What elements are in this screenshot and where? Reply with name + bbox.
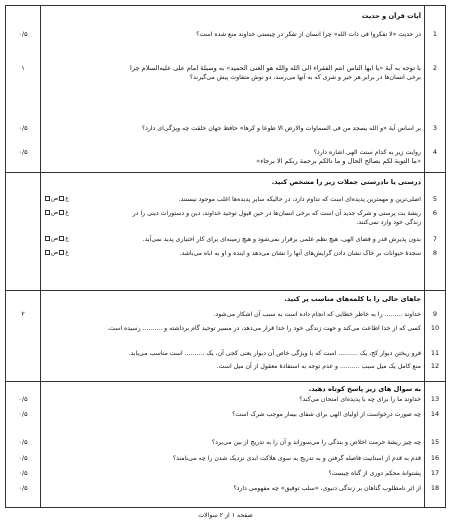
true-label: ص [51,249,59,256]
false-label: غ [65,209,69,216]
question-number: 3 [432,124,438,132]
question-line: منع کامل یک میل سبب .......... و عدم توجه به استفادهٔ معقول از آن میل است. [216,363,421,370]
section-divider [6,172,445,173]
question-score: ۲ [21,310,25,318]
question-text [44,30,421,39]
question-text [76,195,421,204]
section-title: به سوال های زیر پاسخ کوتاه دهید. [308,385,421,393]
true-checkbox[interactable] [59,210,64,215]
question-text [44,438,421,447]
section-divider [6,290,445,291]
true-false-choice[interactable] [44,249,69,256]
question-number: 4 [432,148,438,156]
question-line: چه چیز ریشهٔ حرمت اخلاص و بندگی را می‌سوزاند و آن را به تدریج از بین می‌برد؟ [211,439,421,446]
question-number: 10 [430,324,440,332]
question-text [44,124,421,133]
true-label: ص [51,235,59,242]
question-line: روایت زیر به کدام سنت الهی اشاره دارد؟ [313,149,421,156]
question-number: 17 [430,469,440,477]
question-line: کسی که از خدا اطاعت می‌کند و جهت زندگی خود را خدا قرار می‌دهد، در مسیر توحید گام برداشته و .......... رسیده است. [107,325,421,332]
question-number: 14 [430,410,440,418]
question-line: چه صورت درخواست از اولیای الهی برای شفای بیمار موجب شرک است؟ [232,411,421,418]
true-checkbox[interactable] [59,250,64,255]
question-score: ۰/۵ [18,410,28,418]
question-score: ۰/۵ [18,469,28,477]
section-title: درستی یا نادرستی جملات زیر را مشخص کنید. [271,178,421,186]
question-line: خداوند ......... را به خاطر خطایی که انجام داده است به سبب آن اشکار می‌شود. [213,311,421,318]
score-column-divider [40,6,41,507]
question-score: ۰/۵ [18,438,28,446]
question-number: 1 [432,30,438,38]
question-score: ۰/۵ [18,124,28,132]
question-text [44,454,421,463]
question-number: 16 [430,454,440,462]
question-text [76,209,421,227]
question-text [44,64,421,82]
question-number: 7 [432,235,438,243]
question-number: 9 [432,310,438,318]
question-line: اصلی‌ترین و مهمترین پدیده‌ای است که تداوم دارد، در حالیکه سایر پدیده‌ها اغلب موجود نیستند. [178,196,421,203]
question-text [44,310,421,319]
question-text [76,235,421,244]
question-number: 6 [432,209,438,217]
question-text [44,484,421,493]
false-label: غ [65,249,69,256]
false-checkbox[interactable] [45,210,50,215]
false-checkbox[interactable] [45,250,50,255]
question-number: 2 [432,64,438,72]
true-checkbox[interactable] [59,236,64,241]
question-line: بر اساس آیهٔ «و الله یسجد من فی السماوات والارض الا طوعا و کرها» حافظ جهان خلقت چه ویژگی‌ای دارد؟ [141,125,421,132]
question-line: از اثر نامطلوب گناهان بر زندگی دنیوی، «سلب توفیق» چه مفهومی دارد؟ [233,485,421,492]
true-false-choice[interactable] [44,195,69,202]
section-title: آیات قرآن و حدیث [361,12,421,20]
question-text [44,324,421,333]
question-text [44,349,421,358]
question-score: ۰/۵ [18,30,28,38]
true-false-choice[interactable] [44,209,69,216]
question-score: ۰/۵ [18,484,28,492]
true-false-choice[interactable] [44,235,69,242]
question-line: ریشهٔ بت پرستی و شرک جدید آن است که برخی انسان‌ها در حین قبول توحید خداوند، دین و دستورات دینی را در [132,210,421,217]
question-line: برخی انسان‌ها در برابر هر خیر و شری که به آنها می‌رسد، دو نوش متفاوت پیش می‌گیرند؟ [189,74,421,81]
section-divider [6,381,445,382]
question-line: پشتوانهٔ محکم دوری از گناه چیست؟ [328,470,421,477]
question-line: در حدیث «لا تفکروا فی ذات الله» چرا انسان از تفکر در چیستی خداوند منع شده است؟ [196,31,421,38]
true-checkbox[interactable] [59,196,64,201]
question-line: بدون پذیرش قدر و قضای الهی، هیچ نظم علمی برقرار نمی‌شود و هیچ زمینه‌ای برای کار اختیاری پدید نمی‌آید. [142,236,421,243]
question-text [44,395,421,404]
question-line: قدم به قدم از استانیت فاصله گرفتن و به تدریج به سوی هلاکت ابدی نزدیک شدن را چه می‌نامند؟ [172,455,421,462]
question-line: با توجه به آیهٔ «یا ایها الناس انتم الفقراء الی الله والله هو الغنی الحمید» به وسیلهٔ امام علی علیه‌السلام چرا [129,64,421,72]
question-number: 18 [430,484,440,492]
question-score: ۰/۵ [18,454,28,462]
true-label: ص [51,209,59,216]
true-label: ص [51,195,59,202]
false-checkbox[interactable] [45,236,50,241]
question-number: 11 [430,349,440,357]
section-title: جاهای خالی را با کلمه‌های مناسب پر کنید. [284,295,421,303]
question-text [44,410,421,419]
false-label: غ [65,195,69,202]
question-text [44,362,421,371]
question-line: فرو ریختن دیوار کج، یک .......... است که با ویژگی خاص آن دیوار یعنی کجی آن، یک .......... است مناسب می‌یابد. [128,350,421,357]
question-line: زندگی خود وارد نمی‌کنند. [356,219,421,226]
question-text [76,249,421,258]
question-score: ۰/۵ [18,395,28,403]
question-score: ۱ [21,64,25,72]
question-score: ۰/۵ [18,148,28,156]
question-number: 5 [432,195,438,203]
question-number: 13 [430,395,440,403]
false-checkbox[interactable] [45,196,50,201]
question-text [44,148,421,166]
question-line: «ما التوبة لکم بصالح الحال و ما نالکم برحمة ربکم الا برجاء» [256,157,421,165]
false-label: غ [65,235,69,242]
exam-sheet [5,5,446,508]
question-number: 8 [432,249,438,257]
page-footer: صفحه ۱ از ۲ سوالات [198,512,253,519]
question-text [44,469,421,478]
question-number: 12 [430,362,440,370]
question-line: سجدهٔ حیوانات بر خاک نشان دادن گرایش‌های آنها را نشان می‌دهد و اینده و او به اباه می‌باشد. [179,250,421,257]
question-number: 15 [430,438,440,446]
question-line: خداوند ما را برای چه با پدیده‌ای امتحان می‌کند؟ [299,396,421,403]
